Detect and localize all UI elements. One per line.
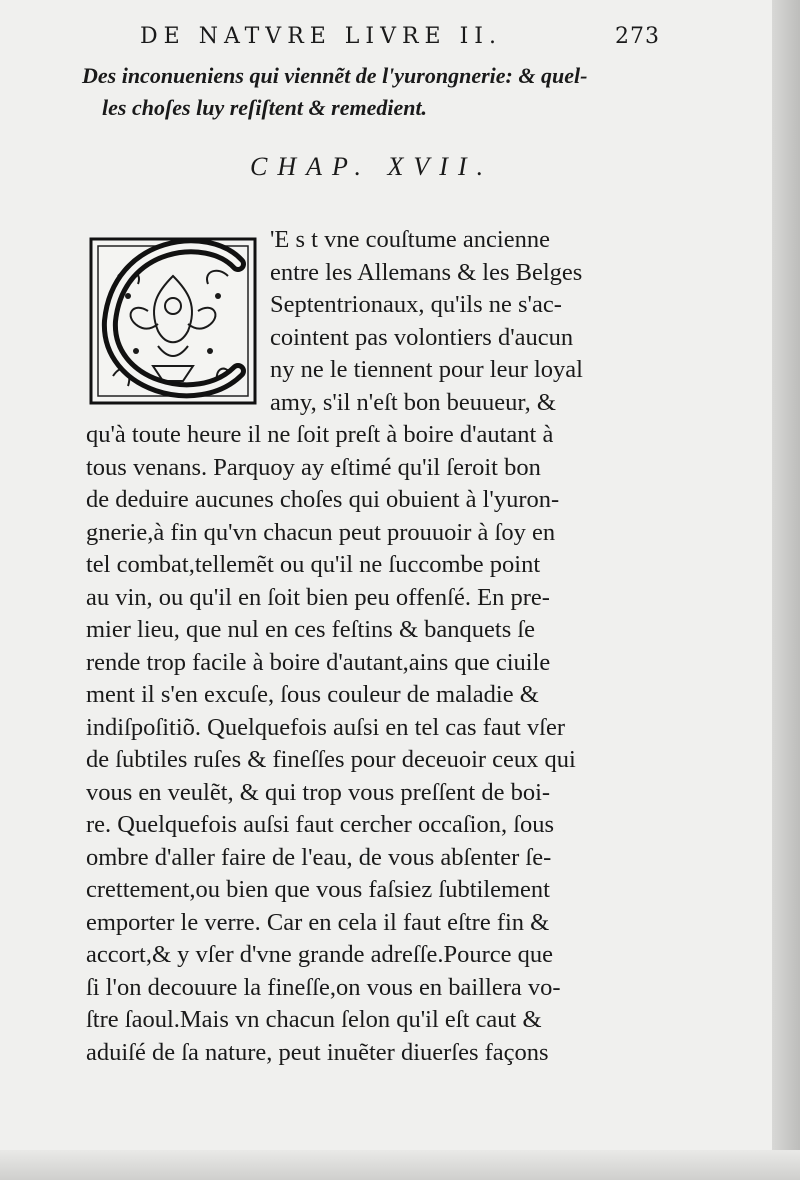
text-line: mier lieu, que nul en ces feſtins & banquets ſe [86,616,536,643]
text-line: accort,& y vſer d'vne grande adreſſe.Pource que [86,941,553,968]
initial-letter: C [88,236,89,237]
text-line: de deduire aucunes choſes qui obuient à l'yuron- [86,486,560,513]
running-head-title: DE NATVRE LIVRE II. [140,24,502,49]
text-line: vous en veulẽt, & qui trop vous preſſent de boi- [86,778,551,806]
text-line: tel combat,tellemẽt ou qu'il ne ſuccombe point [86,551,541,578]
chapter-title [82,60,662,124]
text-line: rende trop facile à boire d'autant,ains que ciuile [86,648,551,676]
text-line: Septentrionaux, qu'ils ne s'ac- [270,291,562,318]
text-line: gnerie,à fin qu'vn chacun peut prouuoir à ſoy en [86,518,556,546]
chapter-number: CHAP. XVII. [250,152,494,181]
text-line: indiſpoſitiõ. Quelquefois auſsi en tel cas faut vſer [86,713,565,741]
text-line: ombre d'aller faire de l'eau, de vous abſenter ſe- [86,843,552,871]
body-text [86,224,666,1069]
text-line: 'E s t vne couſtume ancienne [270,226,550,253]
text-line: tous venans. Parquoy ay eſtimé qu'il ſeroit bon [86,453,541,481]
page-edge-right [772,0,800,1180]
text-line: de ſubtiles ruſes & fineſſes pour deceuoir ceux qui [86,746,576,773]
running-head [140,24,660,54]
text-line: re. Quelquefois auſsi faut cercher occaſion, ſous [86,811,555,838]
text-line: ſi l'on decouure la fineſſe,on vous en baillera vo- [86,973,561,1001]
page-edge-bottom [0,1150,800,1180]
text-line: cointent pas volontiers d'aucun [270,323,574,351]
page-number: 273 [615,24,660,49]
text-line: crettement,ou bien que vous faſsiez ſubtilement [86,876,550,903]
text-line: ment il s'en excuſe, ſous couleur de maladie & [86,681,539,708]
chapter-title-line-2: les choſes luy reſiſtent & remedient. [102,95,428,120]
chapter-title-line-1: Des inconueniens qui viennẽt de l'yurongnerie: & quel- [82,63,588,88]
text-line: amy, s'il n'eſt bon beuueur, & [270,388,556,416]
text-line: qu'à toute heure il ne ſoit preſt à boire d'autant à [86,421,554,448]
text-line: emporter le verre. Car en cela il faut eſtre fin & [86,908,550,936]
text-line: entre les Allemans & les Belges [270,258,583,286]
text-line: ny ne le tiennent pour leur loyal [270,356,583,383]
text-line: aduiſé de ſa nature, peut inuẽter diuerſes façons [86,1038,549,1066]
text-line: ſtre ſaoul.Mais vn chacun ſelon qu'il eſt caut & [86,1006,542,1033]
text-line: au vin, ou qu'il en ſoit bien peu offenſé. En pre- [86,583,550,611]
